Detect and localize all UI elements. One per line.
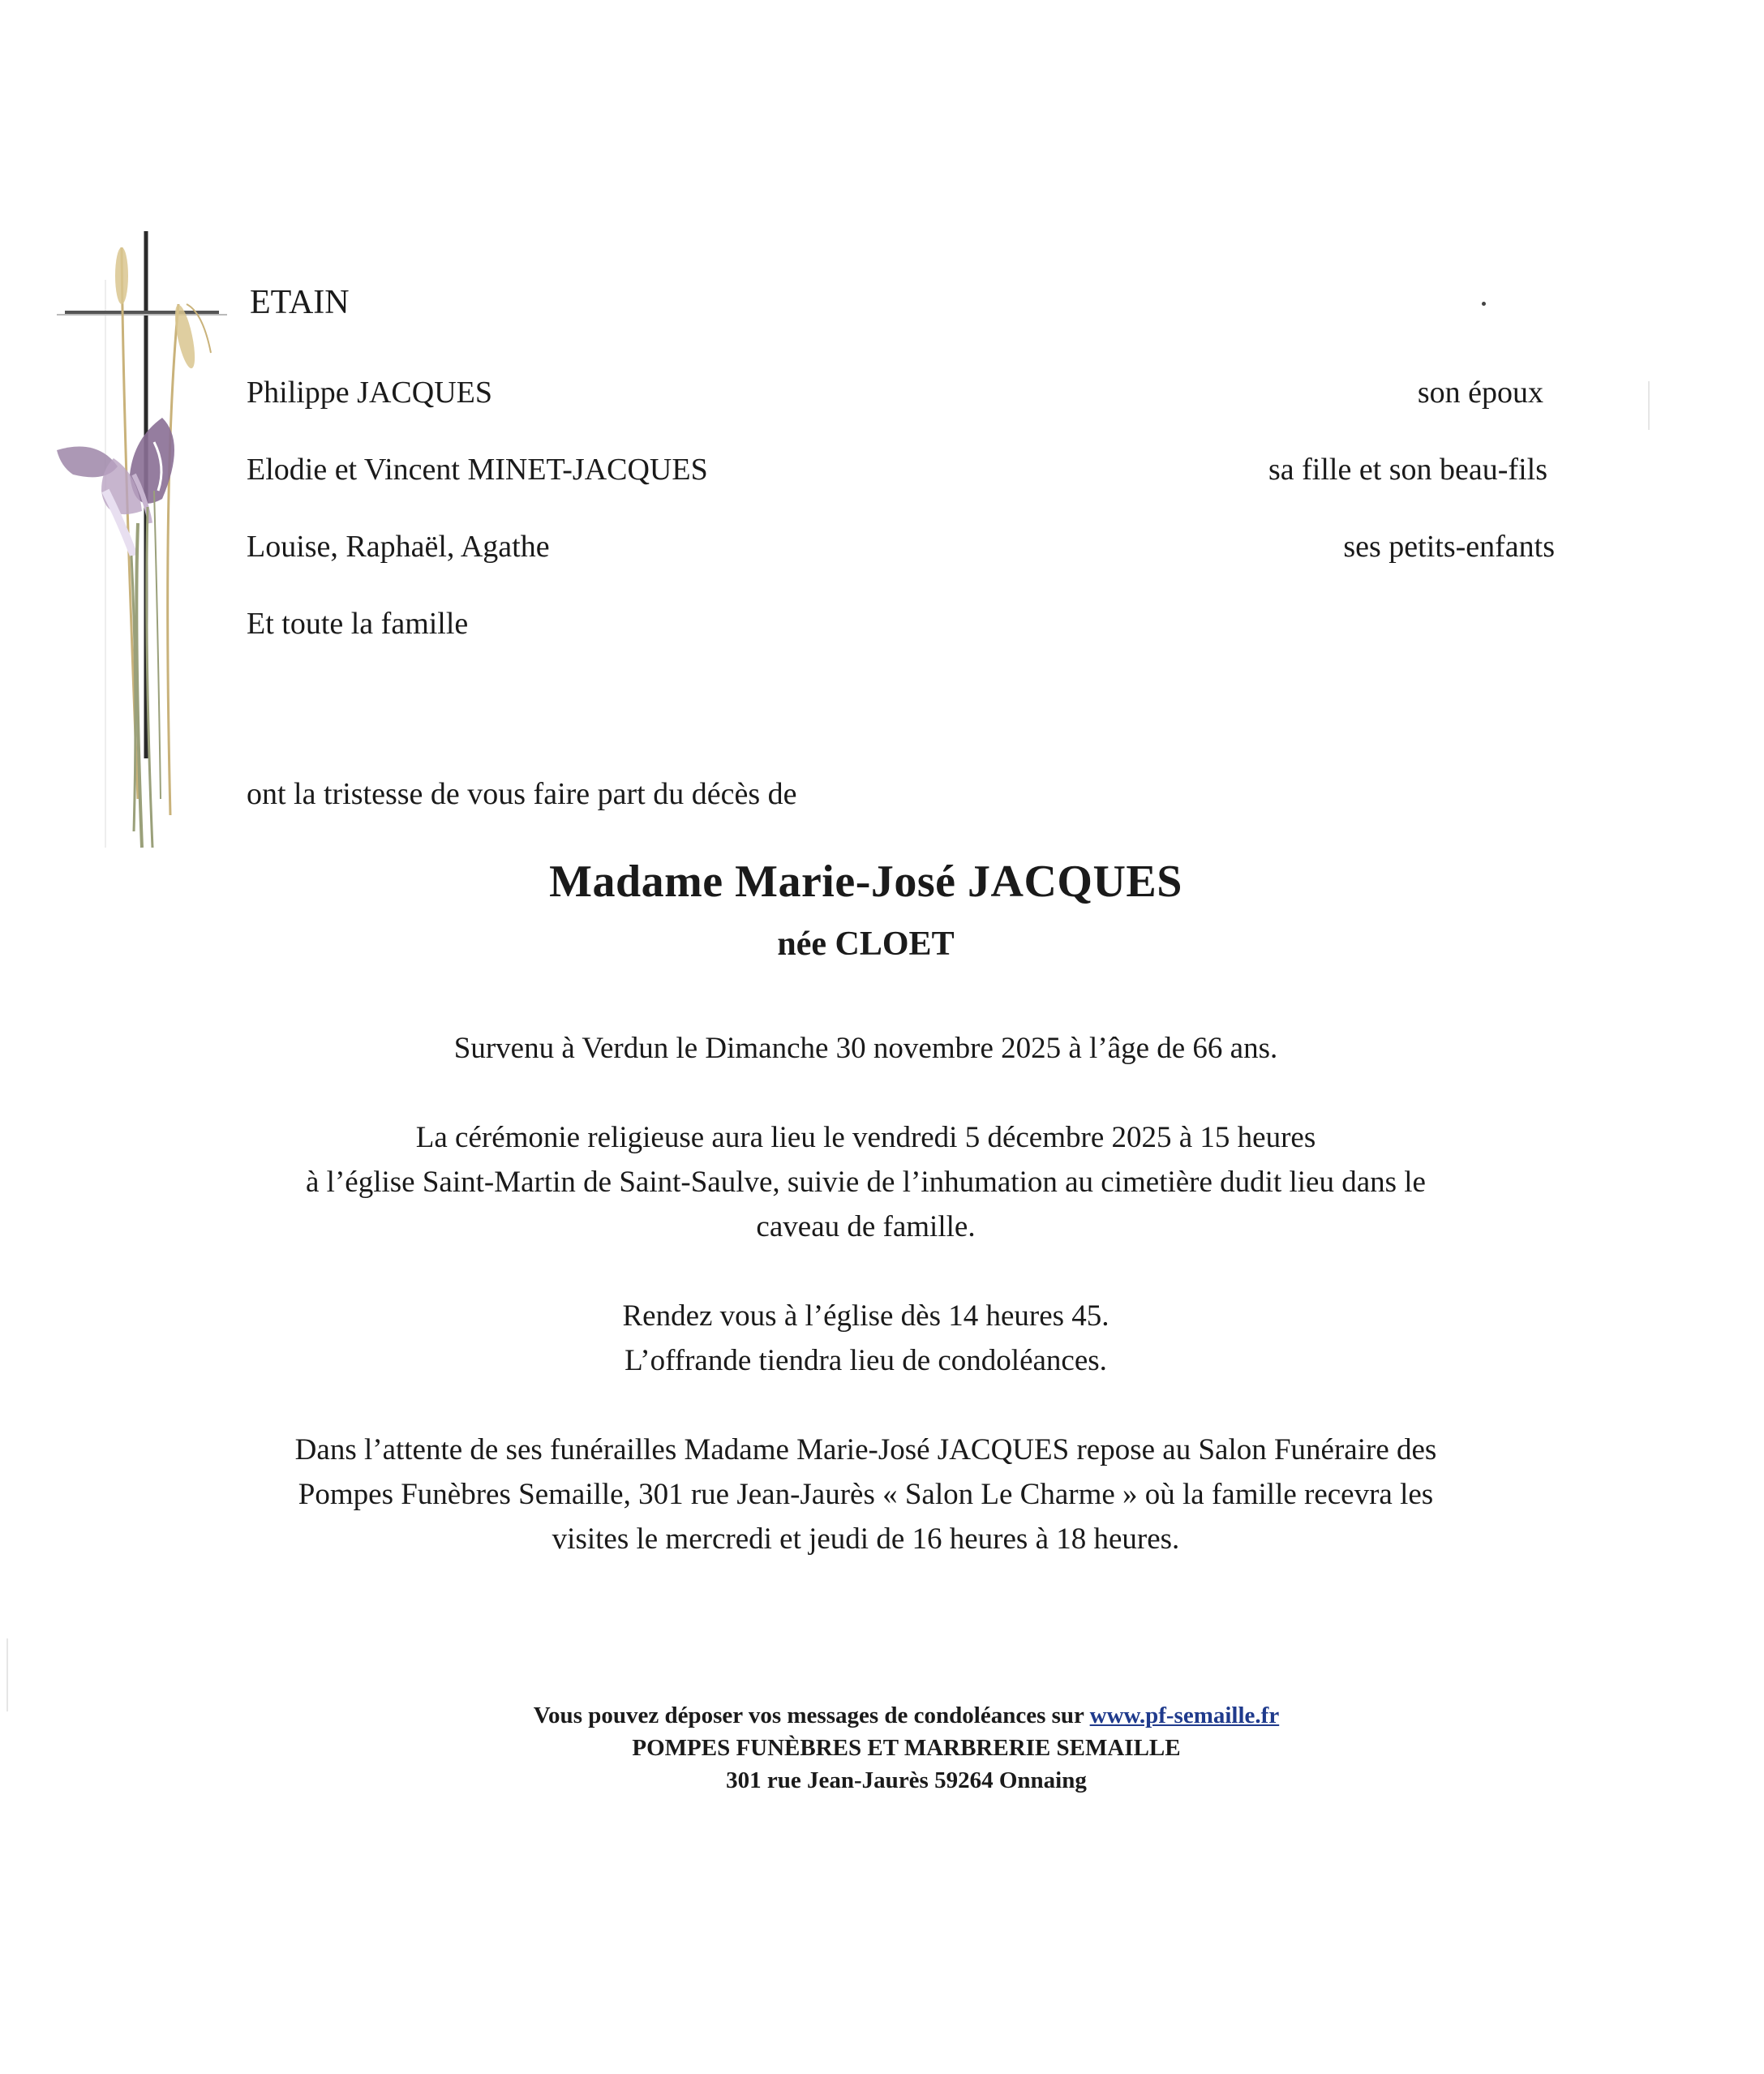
ceremony-details: [0, 1115, 1748, 1249]
meeting-details: [0, 1294, 1748, 1383]
family-member-name: Et toute la famille: [247, 607, 469, 641]
condolences-message: [24, 1699, 1764, 1732]
family-member-relation: ses petits-enfants: [1343, 530, 1555, 564]
ceremony-line: à l’église Saint-Martin de Saint-Saulve, suivie de l’inhumation au cimetière dudit lieu dans le: [306, 1166, 1426, 1199]
family-member-name: Louise, Raphaël, Agathe: [247, 530, 550, 564]
ceremony-line: La cérémonie religieuse aura lieu le vendredi 5 décembre 2025 à 15 heures: [415, 1121, 1316, 1154]
scan-edge-mark: [6, 1638, 8, 1711]
scan-edge-mark: [1648, 381, 1650, 430]
calla-lily-icon: [57, 418, 174, 556]
visits-details: [0, 1428, 1748, 1561]
family-member-name: Philippe JACQUES: [247, 376, 492, 410]
ceremony-line: caveau de famille.: [756, 1210, 976, 1243]
death-details: Survenu à Verdun le Dimanche 30 novembre 2025 à l’âge de 66 ans.: [453, 1032, 1278, 1065]
company-name: POMPES FUNÈBRES ET MARBRERIE SEMAILLE: [632, 1735, 1181, 1761]
deceased-name: Madame Marie-José JACQUES: [549, 857, 1182, 907]
wheat-icon: [115, 247, 211, 815]
visits-line: Pompes Funèbres Semaille, 301 rue Jean-Jaurès « Salon Le Charme » où la famille recevra les: [298, 1478, 1434, 1511]
footer: [24, 1699, 1764, 1797]
meeting-line: Rendez vous à l’église dès 14 heures 45.: [622, 1299, 1109, 1333]
condolences-text: Vous pouvez déposer vos messages de condoléances sur: [533, 1703, 1090, 1728]
company-address: 301 rue Jean-Jaurès 59264 Onnaing: [726, 1767, 1087, 1793]
cross-lily-illustration: [57, 231, 227, 864]
visits-line: Dans l’attente de ses funérailles Madame Marie-José JACQUES repose au Salon Funéraire des: [294, 1433, 1437, 1466]
visits-line: visites le mercredi et jeudi de 16 heures à 18 heures.: [552, 1522, 1180, 1556]
location-heading: ETAIN: [250, 284, 350, 321]
family-member-relation: sa fille et son beau-fils: [1268, 453, 1547, 487]
website-link[interactable]: www.pf-semaille.fr: [1089, 1703, 1280, 1728]
maiden-name: née CLOET: [777, 925, 955, 963]
scan-speck: [1482, 302, 1486, 306]
family-member-name: Elodie et Vincent MINET-JACQUES: [247, 453, 708, 487]
family-member-relation: son époux: [1417, 376, 1543, 410]
meeting-line: L’offrande tiendra lieu de condoléances.: [624, 1344, 1107, 1377]
announcement-intro: ont la tristesse de vous faire part du décès de: [247, 777, 797, 811]
